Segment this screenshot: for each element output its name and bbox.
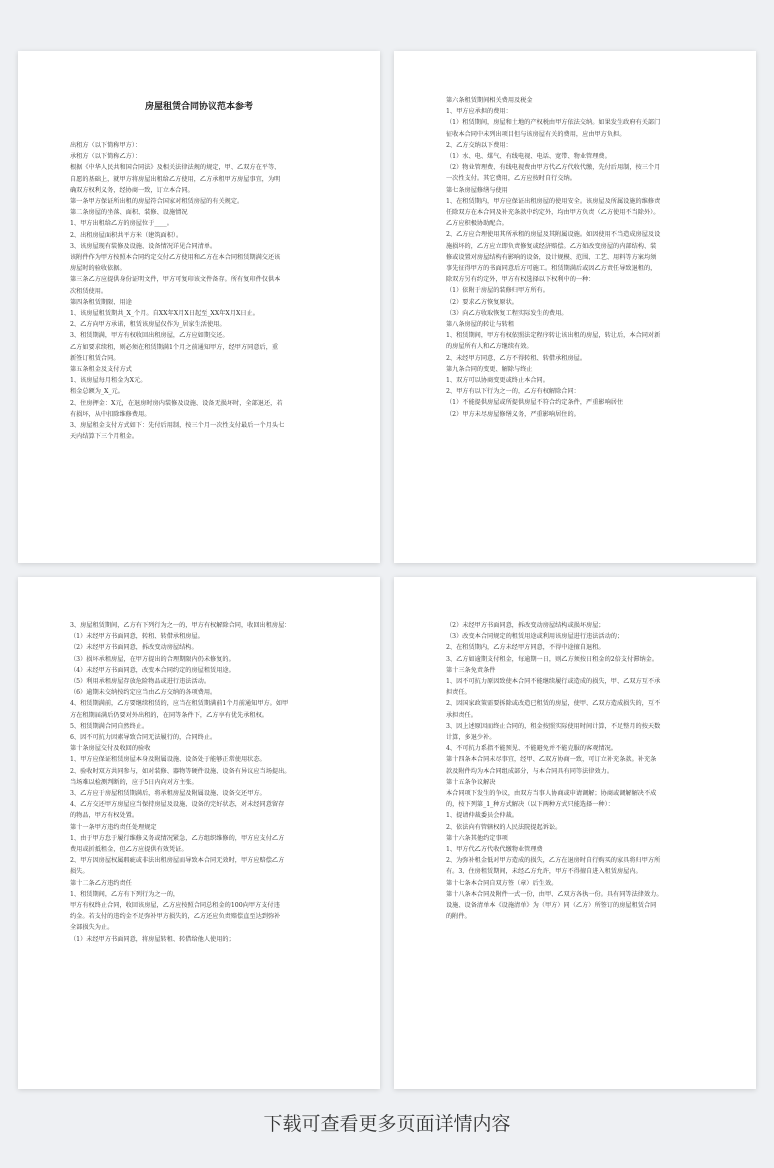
text-line: 第二条房屋的坐落、面积、装修、设施情况	[70, 209, 188, 217]
text-line: 3、租赁期满，甲方有权收回出租房屋，乙方应如期交还。	[70, 332, 229, 340]
text-line: 4、租赁期满前，乙方要继续租赁的，应当在租赁期满前1个月前通知甲方。如甲	[70, 700, 289, 708]
text-line: （5）利用承租房屋存放危险物品或进行违法活动。	[70, 678, 211, 686]
text-line: 担责任。	[446, 689, 471, 697]
text-line: 第九条合同的变更、解除与终止	[446, 365, 533, 373]
text-line: 事先征得甲方的书面同意后方可施工。租赁期满后或因乙方责任导致退租的，	[446, 265, 657, 273]
document-title: 房屋租赁合同协议范本参考	[144, 102, 253, 112]
text-line: 计算，多退少补。	[446, 734, 496, 742]
text-line: 2、乙方应合理使用其所承租的房屋及其附属设施。如因使用不当造成房屋及设	[446, 231, 661, 239]
text-line: 的附件。	[446, 913, 471, 921]
text-line: （1）依附于房屋的装修归甲方所有。	[446, 287, 549, 295]
text-line: 乙方如要求续租，则必须在租赁期满1个月之前通知甲方，经甲方同意后，重	[70, 343, 279, 351]
document-page-2	[394, 51, 756, 563]
text-line: 2、在租赁期内，乙方未经甲方同意，不得中途擅自退租。	[446, 644, 605, 652]
text-line: 新签订租赁合同。	[70, 354, 120, 362]
text-line: （2）要求乙方恢复原状。	[446, 298, 518, 306]
text-line: 2、为弥补租金低对甲方造成的损失，乙方在退房时自行购买的家具将归甲方所	[446, 857, 661, 865]
text-line: 第七条房屋修缮与使用	[446, 186, 508, 194]
text-line: 的物品，甲方有权处置。	[70, 812, 139, 820]
text-line: 承租方（以下简称乙方）：	[70, 153, 142, 161]
text-line: 修或设置对房屋结构有影响的设备，设计规模、范围、工艺、用料等方案均须	[446, 253, 657, 261]
text-line: 该附件作为甲方按照本合同约定交付乙方使用和乙方在本合同租赁期满交还该	[70, 254, 281, 262]
text-line: 全部损失为止。	[70, 924, 114, 932]
text-line: 房屋时的验收依据。	[70, 265, 126, 273]
text-line: 3、房屋租赁期间，乙方有下列行为之一的，甲方有权解除合同，收回出租房屋：	[70, 622, 291, 629]
text-line: 次租赁使用。	[70, 287, 108, 295]
text-line: 2、验收时双方共同参与，如对装修、器物等硬件设施、设备有异议应当场提出。	[70, 767, 291, 775]
text-line: 本合同项下发生的争议，由双方当事人协商或申请调解；协商或调解解决不成	[446, 790, 657, 798]
text-line: 1、甲方出租给乙方的房屋位于____。	[70, 220, 173, 228]
text-line: 有。3、住房租赁期间，未经乙方允许，甲方不得擅自进入租赁房屋内。	[446, 868, 642, 876]
text-line: （1）未经甲方书面同意，将房屋转租、转借给他人使用的；	[70, 935, 235, 943]
text-line: （2）甲方未尽房屋修缮义务，严重影响居住的。	[446, 410, 580, 418]
text-line: 1、甲方应保证租赁房屋本身及附属设施、设备处于能够正常使用状态。	[70, 756, 266, 764]
text-line: （2）未经甲方书面同意，拆改变动房屋结构。	[70, 644, 198, 652]
text-line: 1、该房屋每月租金为X元。	[70, 377, 147, 385]
text-line: （1）未经甲方书面同意，转租、转借承租房屋。	[70, 633, 204, 641]
text-line: 除双方另有约定外，甲方有权选择以下权利中的一种：	[446, 276, 595, 284]
text-line: 的，按下列第_1_种方式解决（以下两种方式只能选择一种）：	[446, 801, 614, 809]
text-line: 有损坏，从中扣除维修费用。	[70, 410, 151, 418]
text-line: 第十一条甲方违约责任处理规定	[70, 823, 157, 831]
text-line: 一次性支付。其它费用，乙方应按时自行交纳。	[446, 175, 576, 183]
text-line: 任除双方在本合同及补充条款中约定外，均由甲方负责（乙方使用不当除外）。	[446, 209, 660, 217]
text-line: 的房屋所有人和乙方继续有效。	[446, 343, 533, 351]
text-line: 2、甲方因房屋权属瑕疵或非法出租房屋而导致本合同无效时，甲方应赔偿乙方	[70, 857, 285, 865]
text-line: 约金。若支付的违约金不足弥补甲方损失的，乙方还应负责赔偿直至达到弥补	[70, 913, 281, 921]
text-line: 第十七条本合同自双方签（章）后生效。	[446, 879, 558, 887]
text-line: 1、双方可以协商变更或终止本合同。	[446, 377, 549, 385]
text-line: 第十条房屋交付及收回的验收	[70, 745, 151, 753]
page-text	[446, 95, 734, 420]
text-line: （1）不能提供房屋或所提供房屋不符合约定条件，严重影响居住	[446, 399, 624, 407]
text-line: （4）未经甲方书面同意，改变本合同约定的房屋租赁用途。	[70, 666, 235, 674]
text-line: 乙方应积极协助配合。	[446, 220, 508, 228]
text-line: 确双方权利义务，经协商一致，订立本合同。	[70, 186, 194, 194]
text-line: 2、因国家政策需要拆除或改造已租赁的房屋，使甲、乙双方造成损失的，互不	[446, 700, 661, 708]
text-line: 2、乙方向甲方承诺，租赁该房屋仅作为_居家生活使用。	[70, 321, 226, 329]
text-line: 租金总额为_X_元。	[70, 388, 124, 396]
text-line: 第十五条争议解决	[446, 778, 496, 786]
text-line: 第六条租赁期间相关费用及税金	[446, 97, 533, 104]
text-line: 6、因不可抗力因素导致合同无法履行的，合同终止。	[70, 734, 217, 742]
page-text	[70, 620, 358, 945]
page-text	[446, 620, 734, 922]
text-line: 1、该房屋租赁期共_X_个月。自XX年X月X日起至_XX年X月X日止。	[70, 310, 259, 318]
text-line: 第四条租赁期限、用途	[70, 298, 132, 306]
text-line: （3）损坏承租房屋，在甲方提出的合理期限内仍未修复的。	[70, 655, 235, 663]
text-line: 1、甲方应承担的费用：	[446, 108, 512, 116]
text-line: 第五条租金及支付方式	[70, 366, 132, 374]
text-line: 4、乙方交还甲方房屋应当保持房屋及设施、设备的完好状态，对未经同意留存	[70, 801, 285, 809]
document-page-4	[394, 577, 756, 1089]
text-line: 1、由于甲方怠于履行维修义务或情况紧急，乙方组织维修的，甲方应支付乙方	[70, 834, 285, 842]
document-page-3	[18, 577, 380, 1089]
text-line: 天内结算下三个月租金。	[70, 433, 139, 441]
text-line: 1、提请仲裁委员会仲裁。	[446, 812, 518, 820]
text-line: 第一条甲方保证所出租的房屋符合国家对租赁房屋的有关规定。	[70, 198, 244, 206]
text-line: 甲方有权终止合同，收回该房屋，乙方应按照合同总租金的100向甲方支付违	[70, 902, 280, 910]
text-line: 4、不可抗力系指不能预见、不能避免并不能克服的客观情况。	[446, 745, 617, 753]
text-line: 设施、设备清单本《设施清单》为（甲方）同（乙方）所签订的房屋租赁合同	[446, 902, 657, 910]
text-line: 1、租赁期间，乙方有下列行为之一的，	[70, 890, 180, 898]
download-more-caption[interactable]: 下载可查看更多页面详情内容	[263, 1113, 511, 1135]
text-line: 第十三条免责条件	[446, 666, 496, 674]
text-line: 第十四条本合同未尽事宜，经甲、乙双方协商一致，可订立补充条款。补充条	[446, 756, 657, 764]
text-line: 3、房屋租金支付方式如下：先付后用制，按三个月一次性支付最后一个月头七	[70, 422, 285, 430]
text-line: 2、乙方交纳以下费用：	[446, 141, 512, 149]
text-line: 款及附件均为本合同组成部分，与本合同具有同等法律效力。	[446, 767, 614, 775]
text-line: （6）逾期未交纳按约定应当由乙方交纳的各项费用。	[70, 689, 217, 697]
text-line: 1、租赁期间，甲方有权依照法定程序转让该出租的房屋，转让后，本合同对新	[446, 332, 661, 340]
text-line: 1、甲方代乙方代收代缴物业管理费	[446, 846, 543, 854]
text-line: 1、在租赁期内，甲方应保证出租房屋的使用安全。该房屋及所属设施的维修责	[446, 197, 661, 205]
text-line: （1）租赁期间，房屋和土地的产权税由甲方依法交纳。如果发生政府有关部门	[446, 119, 661, 127]
text-line: 3、乙方如逾期支付租金，每逾期一日，则乙方须按日租金的2倍支付滞纳金。	[446, 655, 659, 663]
text-line: 第十八条本合同及附件一式一份，由甲、乙双方各执一份。具有同等法律效力。	[446, 890, 663, 898]
text-line: 2、依法向有管辖权的人民法院提起诉讼。	[446, 823, 562, 831]
text-line: 费用或折抵租金，但乙方应提供有效凭证。	[70, 846, 188, 854]
text-line: （2）未经甲方书面同意，拆改变动房屋结构或损坏房屋；	[446, 622, 605, 629]
text-line: 施损坏的，乙方应立即负责修复或经济赔偿。乙方如改变房屋的内部结构、装	[446, 242, 657, 250]
text-line: 损失。	[70, 868, 89, 876]
text-line: 3、乙方应于房屋租赁期满后，将承租房屋及附属设施、设备交还甲方。	[70, 790, 266, 798]
text-line: 2、甲方有以下行为之一的，乙方有权解除合同：	[446, 388, 580, 396]
text-line: （3）改变本合同规定的租赁用途或利用该房屋进行违法活动的；	[446, 633, 624, 641]
text-line: 方在租期届满后仍要对外出租的，在同等条件下，乙方享有优先承租权。	[70, 711, 268, 719]
text-line: 征收本合同中未列出项目但与该房屋有关的费用，应由甲方负担。	[446, 130, 626, 138]
text-line: 第三条乙方应提供身份证明文件，甲方可复印该文件备存。所有复印件仅供本	[70, 276, 281, 284]
text-line: 根据《中华人民共和国合同法》及相关法律法规的规定，甲、乙双方在平等、	[70, 164, 281, 172]
text-line: 2、住房押金：X元，在退房时房内装修及设施、设备无损坏时，全部退还，若	[70, 399, 283, 407]
page-text	[70, 140, 358, 442]
text-line: 3、因上述原因而终止合同的，租金按照实际使用时间计算，不足整月的按天数	[446, 722, 661, 730]
text-line: 承担责任。	[446, 711, 477, 719]
text-line: 2、未经甲方同意，乙方不得转租、转借承租房屋。	[446, 354, 587, 362]
text-line: 第十二条乙方违约责任	[70, 879, 132, 887]
text-line: 第十六条其他约定事项	[446, 834, 508, 842]
text-line: 自愿的基础上，就甲方将房屋出租给乙方使用，乙方承租甲方房屋事宜，为明	[70, 175, 281, 183]
text-line: 3、该房屋现有装修及设施、设备情况详见合同清单。	[70, 242, 217, 250]
text-line: 1、因不可抗力原因致使本合同不能继续履行或造成的损失，甲、乙双方互不承	[446, 678, 661, 686]
text-line: （2）物业管理费、有线电视费由甲方代乙方代收代缴，先付后用制，按三个月	[446, 164, 661, 172]
document-page-1	[18, 51, 380, 563]
text-line: 出租方（以下简称甲方）：	[70, 142, 142, 149]
text-line: （3）向乙方收取恢复工程实际发生的费用。	[446, 309, 568, 317]
text-line: （1）水、电、煤气、有线电视、电话、宽带、物业管理费。	[446, 153, 611, 161]
text-line: 2、出租房屋面积共平方米（建筑面积）。	[70, 231, 183, 239]
text-line: 5、租赁期满合同自然终止。	[70, 722, 149, 730]
text-line: 当场难以检测判断的，应于5日内向对方主张。	[70, 778, 198, 786]
text-line: 第八条房屋的转让与转租	[446, 321, 515, 329]
